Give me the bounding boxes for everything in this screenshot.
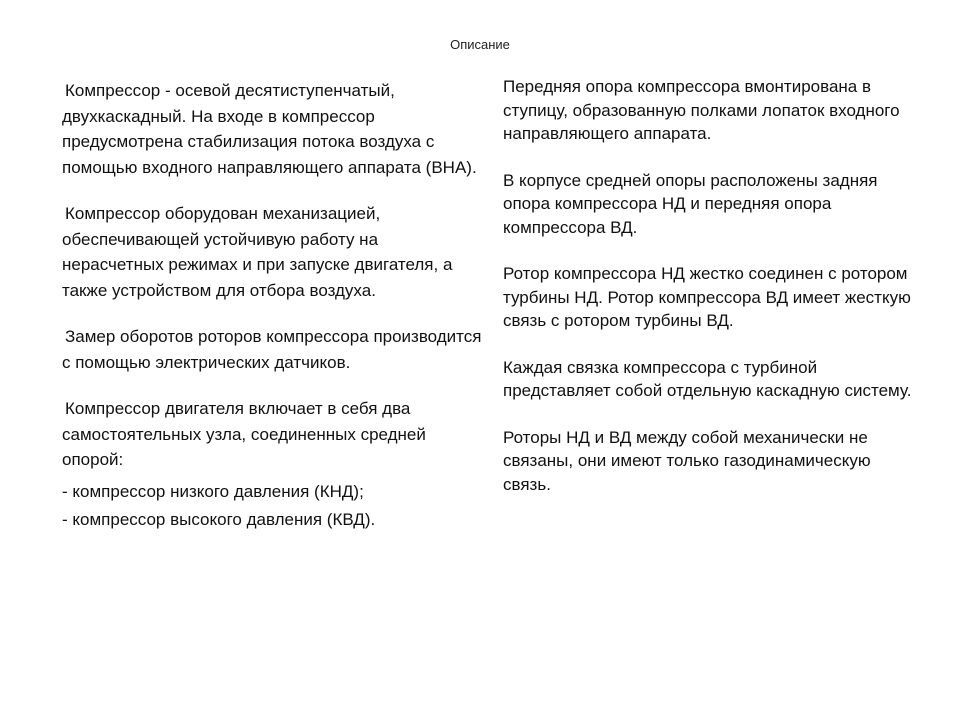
right-paragraph-3: Ротор компрессора НД жестко соединен с ротором турбины НД. Ротор компрессора ВД имеет жесткую связь с ротором турбины ВД. bbox=[503, 264, 911, 330]
list-item-knd: - компрессор низкого давления (КНД); bbox=[62, 481, 364, 501]
list-item-kvd: - компрессор высокого давления (КВД). bbox=[62, 510, 376, 529]
left-paragraph-4: Компрессор двигателя включает в себя два самостоятельных узла, соединенных средней опорой: bbox=[62, 399, 426, 469]
right-paragraph-4: Каждая связка компрессора с турбиной представляет собой отдельную каскадную систему. bbox=[503, 357, 912, 400]
left-paragraph-2: Компрессор оборудован механизацией, обеспечивающей устойчивую работу на нерасчетных режимах и при запуске двигателя, а также устройством для отбора воздуха. bbox=[62, 204, 453, 300]
slide-title: Описание bbox=[450, 37, 510, 52]
right-column bbox=[503, 75, 923, 519]
right-paragraph-2: В корпусе средней опоры расположены задняя опора компрессора НД и передняя опора компрессора ВД. bbox=[503, 170, 878, 237]
right-paragraph-5: Роторы НД и ВД между собой механически не связаны, они имеют только газодинамическую связь. bbox=[503, 427, 871, 494]
left-paragraph-3: Замер оборотов роторов компрессора производится с помощью электрических датчиков. bbox=[62, 327, 482, 372]
left-column bbox=[62, 78, 482, 536]
left-paragraph-1: Компрессор - осевой десятиступенчатый, двухкаскадный. На входе в компрессор предусмотрена стабилизация потока воздуха с помощью входного направляющего аппарата (ВНА). bbox=[62, 81, 477, 177]
right-paragraph-1: Передняя опора компрессора вмонтирована в ступицу, образованную полками лопаток входного направляющего аппарата. bbox=[503, 77, 900, 143]
